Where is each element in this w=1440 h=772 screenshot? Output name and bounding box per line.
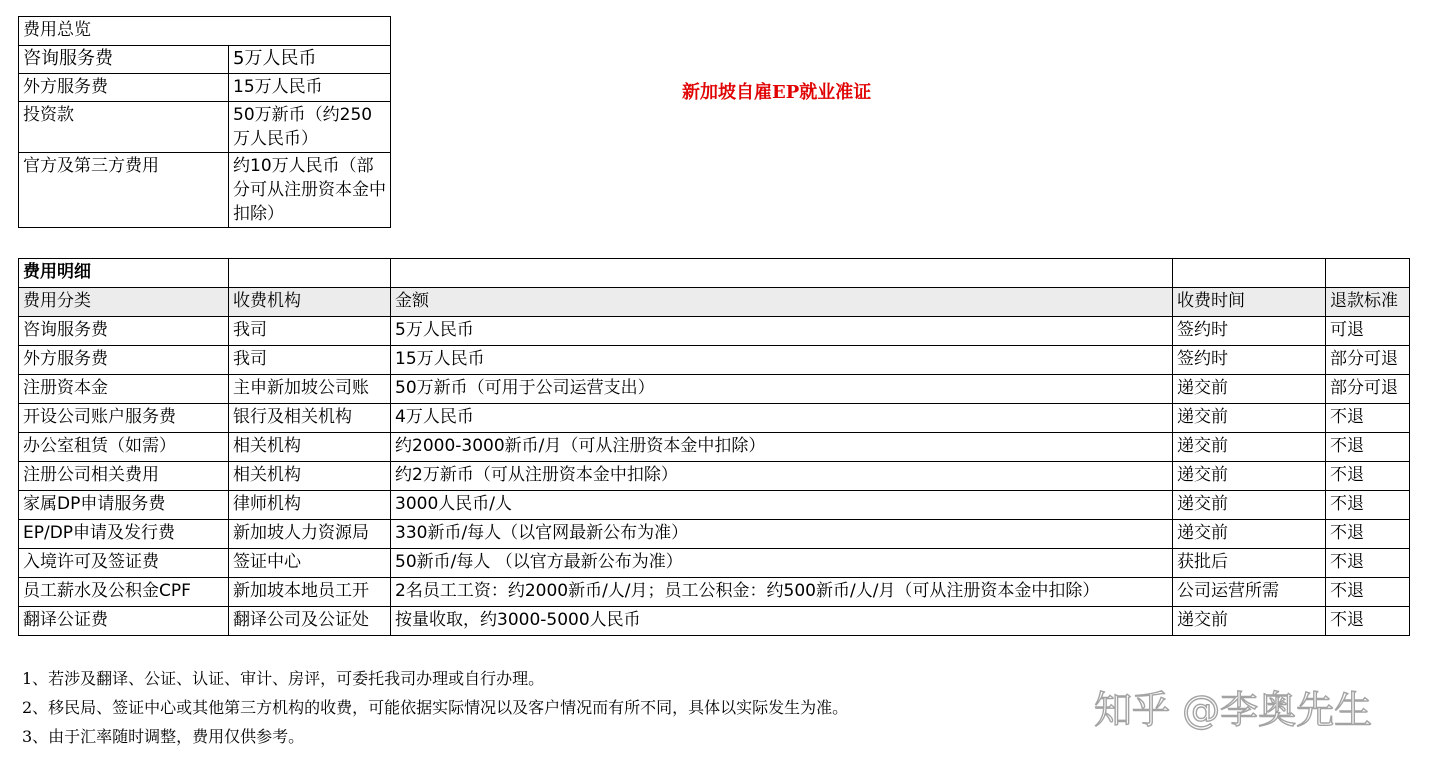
column-header-time: 收费时间 <box>1173 288 1326 317</box>
cell-category: 翻译公证费 <box>19 607 229 636</box>
overview-value: 15万人民币 <box>229 74 391 102</box>
cell-time: 递交前 <box>1173 491 1326 520</box>
column-header-category: 费用分类 <box>19 288 229 317</box>
table-row <box>19 375 1410 404</box>
cell-time: 递交前 <box>1173 375 1326 404</box>
note-item: 3、由于汇率随时调整，费用仅供参考。 <box>22 727 305 746</box>
detail-title-row <box>19 259 1410 288</box>
cell-amount: 按量收取，约3000-5000人民币 <box>391 607 1173 636</box>
column-header-amount: 金额 <box>391 288 1173 317</box>
cell-category: 开设公司账户服务费 <box>19 404 229 433</box>
fee-overview-title: 费用总览 <box>19 17 391 46</box>
cell-category: 入境许可及签证费 <box>19 549 229 578</box>
overview-value: 5万人民币 <box>229 46 391 74</box>
cell-collector: 主申新加坡公司账 <box>229 375 391 404</box>
cell-category: 注册资本金 <box>19 375 229 404</box>
table-row <box>19 549 1410 578</box>
cell-amount: 15万人民币 <box>391 346 1173 375</box>
cell-category: 家属DP申请服务费 <box>19 491 229 520</box>
overview-value: 50万新币（约250万人民币） <box>229 102 391 153</box>
empty-cell <box>229 259 391 288</box>
cell-refund: 不退 <box>1326 578 1410 607</box>
cell-time: 递交前 <box>1173 462 1326 491</box>
cell-category: 外方服务费 <box>19 346 229 375</box>
table-row <box>19 433 1410 462</box>
table-row <box>19 153 391 228</box>
note-item: 2、移民局、签证中心或其他第三方机构的收费，可能依据实际情况以及客户情况而有所不同，具体以实际发生为准。 <box>22 698 849 717</box>
cell-time: 公司运营所需 <box>1173 578 1326 607</box>
cell-refund: 部分可退 <box>1326 375 1410 404</box>
cell-refund: 不退 <box>1326 433 1410 462</box>
overview-label: 外方服务费 <box>19 74 229 102</box>
cell-amount: 约2万新币（可从注册资本金中扣除） <box>391 462 1173 491</box>
cell-category: 办公室租赁（如需） <box>19 433 229 462</box>
cell-amount: 4万人民币 <box>391 404 1173 433</box>
table-row <box>19 404 1410 433</box>
table-row <box>19 462 1410 491</box>
watermark: 知乎 @李奥先生 <box>1094 688 1373 732</box>
cell-amount: 330新币/每人（以官网最新公布为准） <box>391 520 1173 549</box>
empty-cell <box>391 259 1173 288</box>
note-item: 1、若涉及翻译、公证、认证、审计、房评，可委托我司办理或自行办理。 <box>22 669 545 688</box>
overview-value: 约10万人民币（部分可从注册资本金中扣除） <box>229 153 391 228</box>
overview-label: 咨询服务费 <box>19 46 229 74</box>
cell-refund: 不退 <box>1326 462 1410 491</box>
table-row <box>19 578 1410 607</box>
column-header-row <box>19 288 1410 317</box>
cell-category: EP/DP申请及发行费 <box>19 520 229 549</box>
cell-collector: 银行及相关机构 <box>229 404 391 433</box>
fee-detail-body <box>19 259 1410 636</box>
cell-refund: 可退 <box>1326 317 1410 346</box>
table-row <box>19 74 391 102</box>
cell-refund: 不退 <box>1326 404 1410 433</box>
cell-refund: 不退 <box>1326 520 1410 549</box>
fee-overview-table <box>18 16 391 228</box>
cell-category: 咨询服务费 <box>19 317 229 346</box>
cell-collector: 翻译公司及公证处 <box>229 607 391 636</box>
cell-collector: 我司 <box>229 317 391 346</box>
cell-collector: 律师机构 <box>229 491 391 520</box>
cell-amount: 2名员工工资：约2000新币/人/月；员工公积金：约500新币/人/月（可从注册资本金中扣除） <box>391 578 1173 607</box>
cell-category: 员工薪水及公积金CPF <box>19 578 229 607</box>
cell-time: 递交前 <box>1173 433 1326 462</box>
cell-collector: 相关机构 <box>229 433 391 462</box>
cell-time: 递交前 <box>1173 404 1326 433</box>
cell-refund: 部分可退 <box>1326 346 1410 375</box>
cell-amount: 50万新币（可用于公司运营支出） <box>391 375 1173 404</box>
cell-category: 注册公司相关费用 <box>19 462 229 491</box>
notes <box>22 664 848 751</box>
cell-collector: 签证中心 <box>229 549 391 578</box>
column-header-refund: 退款标准 <box>1326 288 1410 317</box>
table-row <box>19 317 1410 346</box>
empty-cell <box>1173 259 1326 288</box>
cell-amount: 50新币/每人 （以官方最新公布为准） <box>391 549 1173 578</box>
cell-collector: 相关机构 <box>229 462 391 491</box>
table-row <box>19 46 391 74</box>
cell-refund: 不退 <box>1326 607 1410 636</box>
cell-time: 获批后 <box>1173 549 1326 578</box>
fee-detail-title: 费用明细 <box>19 259 229 288</box>
cell-collector: 新加坡人力资源局 <box>229 520 391 549</box>
table-row <box>19 346 1410 375</box>
page-title: 新加坡自雇EP就业准证 <box>682 82 872 103</box>
cell-time: 签约时 <box>1173 346 1326 375</box>
cell-collector: 我司 <box>229 346 391 375</box>
table-row <box>19 491 1410 520</box>
cell-refund: 不退 <box>1326 549 1410 578</box>
overview-label: 官方及第三方费用 <box>19 153 229 228</box>
cell-amount: 5万人民币 <box>391 317 1173 346</box>
column-header-collector: 收费机构 <box>229 288 391 317</box>
cell-time: 递交前 <box>1173 607 1326 636</box>
table-row <box>19 520 1410 549</box>
table-row <box>19 607 1410 636</box>
cell-collector: 新加坡本地员工开 <box>229 578 391 607</box>
table-row <box>19 102 391 153</box>
overview-label: 投资款 <box>19 102 229 153</box>
cell-time: 签约时 <box>1173 317 1326 346</box>
cell-amount: 约2000-3000新币/月（可从注册资本金中扣除） <box>391 433 1173 462</box>
cell-refund: 不退 <box>1326 491 1410 520</box>
empty-cell <box>1326 259 1410 288</box>
fee-detail-table <box>18 258 1410 636</box>
cell-amount: 3000人民币/人 <box>391 491 1173 520</box>
cell-time: 递交前 <box>1173 520 1326 549</box>
